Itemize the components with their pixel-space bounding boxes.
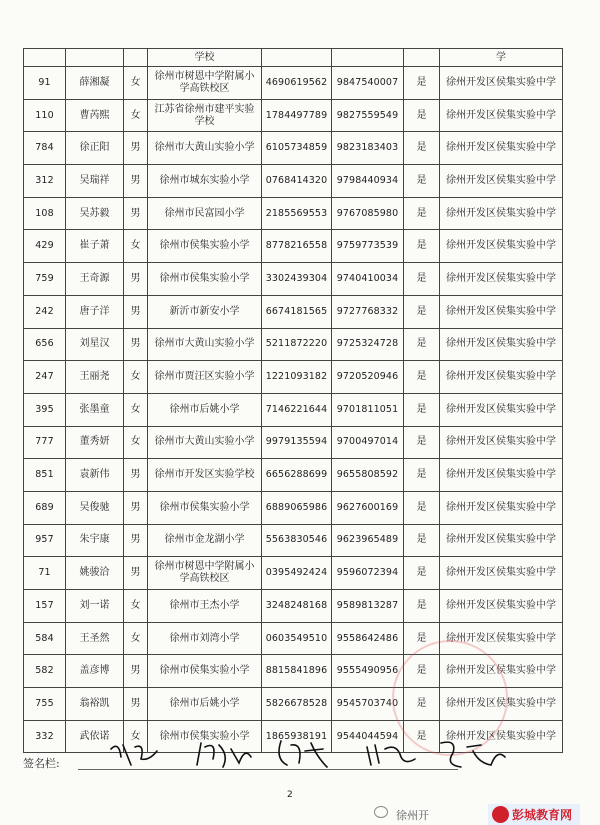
primary-school-cell: 徐州市城东实验小学 — [147, 165, 261, 197]
primary-school-cell: 新沂市新安小学 — [147, 296, 261, 328]
source-watermark — [388, 804, 600, 825]
student-number-cell: 242 — [23, 296, 65, 328]
student-name-cell: 姚骏洽 — [65, 557, 123, 589]
admitted-school-cell: 徐州开发区侯集实验中学 — [439, 721, 563, 753]
id-code-cell: 1784497789 — [261, 100, 331, 132]
qualified-flag-cell: 是 — [403, 67, 439, 99]
score-code-cell: 9627600169 — [331, 492, 403, 524]
brand-badge — [488, 804, 580, 825]
gender-cell: 男 — [123, 263, 147, 295]
gender-cell: 女 — [123, 394, 147, 426]
qualified-flag-cell: 是 — [403, 721, 439, 753]
student-name-cell: 刘星汉 — [65, 329, 123, 361]
admitted-school-cell: 徐州开发区侯集实验中学 — [439, 394, 563, 426]
qualified-flag-cell: 是 — [403, 459, 439, 491]
student-number-cell: 689 — [23, 492, 65, 524]
student-name-cell: 王丽尧 — [65, 361, 123, 393]
id-code-cell: 5826678528 — [261, 688, 331, 720]
score-code-cell: 9827559549 — [331, 100, 403, 132]
score-code-cell: 9655808592 — [331, 459, 403, 491]
gender-cell: 男 — [123, 329, 147, 361]
admitted-school-cell: 徐州开发区侯集实验中学 — [439, 525, 563, 557]
table-row — [23, 427, 563, 460]
admitted-school-cell: 徐州开发区侯集实验中学 — [439, 688, 563, 720]
table-top-row — [23, 49, 563, 67]
qualified-flag-cell: 是 — [403, 329, 439, 361]
student-number-cell: 157 — [23, 590, 65, 622]
primary-school-cell: 徐州市侯集实验小学 — [147, 721, 261, 753]
primary-school-cell: 徐州市金龙湖小学 — [147, 525, 261, 557]
table-row — [23, 394, 563, 427]
primary-school-cell: 徐州市民富园小学 — [147, 198, 261, 230]
student-number-cell: 395 — [23, 394, 65, 426]
gender-cell: 男 — [123, 296, 147, 328]
gender-cell: 男 — [123, 198, 147, 230]
table-row — [23, 525, 563, 558]
table-row — [23, 165, 563, 198]
signature-area — [23, 735, 583, 775]
primary-school-cell: 江苏省徐州市建平实验学校 — [147, 100, 261, 132]
id-code-cell: 6656288699 — [261, 459, 331, 491]
primary-school-cell: 徐州市树恩中学附属小学高铁校区 — [147, 67, 261, 99]
table-row — [23, 132, 563, 165]
primary-school-cell: 徐州市后姚小学 — [147, 688, 261, 720]
admitted-school-cell: 徐州开发区侯集实验中学 — [439, 198, 563, 230]
student-number-cell: 110 — [23, 100, 65, 132]
gender-cell: 女 — [123, 721, 147, 753]
gender-cell: 男 — [123, 165, 147, 197]
student-name-cell: 翁裕凯 — [65, 688, 123, 720]
id-code-cell: 4690619562 — [261, 67, 331, 99]
table-row — [23, 100, 563, 133]
student-number-cell: 582 — [23, 655, 65, 687]
student-number-cell: 656 — [23, 329, 65, 361]
signature-label: 签名栏: — [23, 757, 60, 770]
qualified-flag-cell: 是 — [403, 492, 439, 524]
school-continued: 学校 — [147, 49, 261, 66]
admitted-school-cell: 徐州开发区侯集实验中学 — [439, 296, 563, 328]
id-code-cell: 2185569553 — [261, 198, 331, 230]
table-row — [23, 557, 563, 590]
student-number-cell: 71 — [23, 557, 65, 589]
student-number-cell: 851 — [23, 459, 65, 491]
student-name-cell: 盖彦博 — [65, 655, 123, 687]
admitted-school-cell: 徐州开发区侯集实验中学 — [439, 459, 563, 491]
watermark-text: 徐州开 — [396, 809, 429, 822]
score-code-cell: 9720520946 — [331, 361, 403, 393]
admitted-school-cell: 徐州开发区侯集实验中学 — [439, 263, 563, 295]
student-name-cell: 袁新伟 — [65, 459, 123, 491]
qualified-flag-cell: 是 — [403, 655, 439, 687]
id-code-cell: 6105734859 — [261, 132, 331, 164]
student-name-cell: 武依诺 — [65, 721, 123, 753]
primary-school-cell: 徐州市大黄山实验小学 — [147, 427, 261, 459]
table-row — [23, 230, 563, 263]
score-code-cell: 9701811051 — [331, 394, 403, 426]
id-code-cell: 9979135594 — [261, 427, 331, 459]
handwritten-signatures — [105, 735, 585, 775]
student-name-cell: 张墨童 — [65, 394, 123, 426]
id-code-cell: 7146221644 — [261, 394, 331, 426]
student-number-cell: 312 — [23, 165, 65, 197]
gender-cell: 男 — [123, 132, 147, 164]
student-table — [23, 48, 563, 753]
gender-cell: 女 — [123, 230, 147, 262]
brand-logo-icon — [492, 806, 509, 823]
student-number-cell: 957 — [23, 525, 65, 557]
admitted-school-cell: 徐州开发区侯集实验中学 — [439, 655, 563, 687]
primary-school-cell: 徐州市刘湾小学 — [147, 623, 261, 655]
primary-school-cell: 徐州市大黄山实验小学 — [147, 329, 261, 361]
qualified-flag-cell: 是 — [403, 100, 439, 132]
qualified-flag-cell: 是 — [403, 165, 439, 197]
student-name-cell: 唐子洋 — [65, 296, 123, 328]
student-number-cell: 91 — [23, 67, 65, 99]
qualified-flag-cell: 是 — [403, 394, 439, 426]
score-code-cell: 9558642486 — [331, 623, 403, 655]
gender-cell: 女 — [123, 361, 147, 393]
id-code-cell: 0603549510 — [261, 623, 331, 655]
score-code-cell: 9767085980 — [331, 198, 403, 230]
student-name-cell: 曹芮熙 — [65, 100, 123, 132]
id-code-cell: 0395492424 — [261, 557, 331, 589]
qualified-flag-cell: 是 — [403, 263, 439, 295]
gender-cell: 男 — [123, 688, 147, 720]
id-code-cell: 0768414320 — [261, 165, 331, 197]
student-name-cell: 薛湘凝 — [65, 67, 123, 99]
qualified-flag-cell: 是 — [403, 688, 439, 720]
score-code-cell: 9545703740 — [331, 688, 403, 720]
score-code-cell: 9847540007 — [331, 67, 403, 99]
primary-school-cell: 徐州市树恩中学附属小学高铁校区 — [147, 557, 261, 589]
student-number-cell: 784 — [23, 132, 65, 164]
score-code-cell: 9725324728 — [331, 329, 403, 361]
admitted-school-cell: 徐州开发区侯集实验中学 — [439, 590, 563, 622]
primary-school-cell: 徐州市侯集实验小学 — [147, 263, 261, 295]
gender-cell: 男 — [123, 557, 147, 589]
qualified-flag-cell: 是 — [403, 427, 439, 459]
id-code-cell: 3248248168 — [261, 590, 331, 622]
gender-cell: 男 — [123, 525, 147, 557]
qualified-flag-cell: 是 — [403, 623, 439, 655]
score-code-cell: 9798440934 — [331, 165, 403, 197]
id-code-cell: 8778216558 — [261, 230, 331, 262]
admitted-school-cell: 徐州开发区侯集实验中学 — [439, 557, 563, 589]
primary-school-cell: 徐州市王杰小学 — [147, 590, 261, 622]
student-name-cell: 刘一诺 — [65, 590, 123, 622]
score-code-cell: 9555490956 — [331, 655, 403, 687]
student-number-cell: 247 — [23, 361, 65, 393]
admitted-school-cell: 徐州开发区侯集实验中学 — [439, 165, 563, 197]
primary-school-cell: 徐州市贾汪区实验小学 — [147, 361, 261, 393]
admitted-school-cell: 徐州开发区侯集实验中学 — [439, 361, 563, 393]
table-row — [23, 67, 563, 100]
score-code-cell: 9740410034 — [331, 263, 403, 295]
chat-bubble-icon — [374, 806, 388, 818]
gender-cell: 女 — [123, 67, 147, 99]
id-code-cell: 6674181565 — [261, 296, 331, 328]
admitted-school-cell: 徐州开发区侯集实验中学 — [439, 427, 563, 459]
middle-school-continued: 学 — [439, 49, 563, 66]
student-name-cell: 王圣然 — [65, 623, 123, 655]
primary-school-cell: 徐州市侯集实验小学 — [147, 655, 261, 687]
primary-school-cell: 徐州市后姚小学 — [147, 394, 261, 426]
student-name-cell: 吴俊驰 — [65, 492, 123, 524]
admitted-school-cell: 徐州开发区侯集实验中学 — [439, 492, 563, 524]
gender-cell: 女 — [123, 623, 147, 655]
qualified-flag-cell: 是 — [403, 361, 439, 393]
student-name-cell: 徐正阳 — [65, 132, 123, 164]
score-code-cell: 9700497014 — [331, 427, 403, 459]
id-code-cell: 1865938191 — [261, 721, 331, 753]
student-number-cell: 777 — [23, 427, 65, 459]
score-code-cell: 9544044594 — [331, 721, 403, 753]
score-code-cell: 9727768332 — [331, 296, 403, 328]
qualified-flag-cell: 是 — [403, 296, 439, 328]
id-code-cell: 1221093182 — [261, 361, 331, 393]
gender-cell: 女 — [123, 427, 147, 459]
id-code-cell: 8815841896 — [261, 655, 331, 687]
student-name-cell: 吴瑞祥 — [65, 165, 123, 197]
table-row — [23, 329, 563, 362]
qualified-flag-cell: 是 — [403, 590, 439, 622]
table-row — [23, 198, 563, 231]
primary-school-cell: 徐州市侯集实验小学 — [147, 230, 261, 262]
admitted-school-cell: 徐州开发区侯集实验中学 — [439, 132, 563, 164]
id-code-cell: 6889065986 — [261, 492, 331, 524]
student-name-cell: 董秀妍 — [65, 427, 123, 459]
student-name-cell: 崔子萧 — [65, 230, 123, 262]
table-row — [23, 459, 563, 492]
id-code-cell: 5563830546 — [261, 525, 331, 557]
page-number: 2 — [287, 790, 293, 800]
score-code-cell: 9623965489 — [331, 525, 403, 557]
qualified-flag-cell: 是 — [403, 230, 439, 262]
table-row — [23, 590, 563, 623]
student-number-cell: 108 — [23, 198, 65, 230]
qualified-flag-cell: 是 — [403, 132, 439, 164]
score-code-cell: 9823183403 — [331, 132, 403, 164]
table-row — [23, 263, 563, 296]
table-row — [23, 492, 563, 525]
student-number-cell: 759 — [23, 263, 65, 295]
qualified-flag-cell: 是 — [403, 557, 439, 589]
student-name-cell: 吴苏毅 — [65, 198, 123, 230]
student-number-cell: 332 — [23, 721, 65, 753]
student-name-cell: 王奇源 — [65, 263, 123, 295]
primary-school-cell: 徐州市大黄山实验小学 — [147, 132, 261, 164]
qualified-flag-cell: 是 — [403, 525, 439, 557]
primary-school-cell: 徐州市侯集实验小学 — [147, 492, 261, 524]
gender-cell: 女 — [123, 100, 147, 132]
primary-school-cell: 徐州市开发区实验学校 — [147, 459, 261, 491]
score-code-cell: 9759773539 — [331, 230, 403, 262]
id-code-cell: 5211872220 — [261, 329, 331, 361]
student-number-cell: 584 — [23, 623, 65, 655]
admitted-school-cell: 徐州开发区侯集实验中学 — [439, 100, 563, 132]
gender-cell: 男 — [123, 655, 147, 687]
score-code-cell: 9589813287 — [331, 590, 403, 622]
admitted-school-cell: 徐州开发区侯集实验中学 — [439, 67, 563, 99]
student-number-cell: 429 — [23, 230, 65, 262]
admitted-school-cell: 徐州开发区侯集实验中学 — [439, 623, 563, 655]
gender-cell: 男 — [123, 492, 147, 524]
gender-cell: 女 — [123, 590, 147, 622]
table-row — [23, 361, 563, 394]
student-number-cell: 755 — [23, 688, 65, 720]
brand-name: 彭城教育网 — [512, 808, 573, 822]
table-row — [23, 296, 563, 329]
student-name-cell: 朱宇康 — [65, 525, 123, 557]
qualified-flag-cell: 是 — [403, 198, 439, 230]
gender-cell: 男 — [123, 459, 147, 491]
id-code-cell: 3302439304 — [261, 263, 331, 295]
score-code-cell: 9596072394 — [331, 557, 403, 589]
admitted-school-cell: 徐州开发区侯集实验中学 — [439, 329, 563, 361]
admitted-school-cell: 徐州开发区侯集实验中学 — [439, 230, 563, 262]
